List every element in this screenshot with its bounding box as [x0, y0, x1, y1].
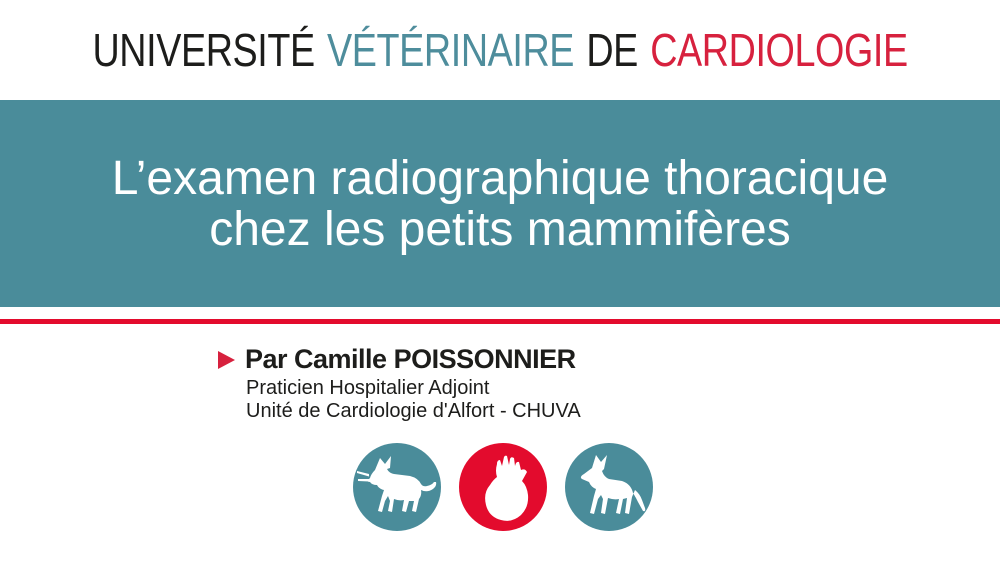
masthead-word-veterinaire: VÉTÉRINAIRE — [326, 24, 574, 76]
cat-icon — [353, 443, 441, 531]
heart-icon — [459, 443, 547, 531]
masthead-word-cardiologie: CARDIOLOGIE — [650, 24, 908, 76]
masthead-wordmark — [92, 23, 907, 77]
author-name: Par Camille POISSONNIER — [245, 344, 576, 374]
slide-title-line1: L’examen radiographique thoracique — [111, 151, 889, 205]
red-divider-rule — [0, 319, 1000, 324]
dog-icon — [565, 443, 653, 531]
masthead-word-universite: UNIVERSITÉ — [92, 24, 315, 76]
author-role: Praticien Hospitalier Adjoint — [246, 377, 490, 399]
title-banner — [0, 100, 1000, 307]
masthead-word-de: DE — [586, 24, 638, 76]
species-badges — [353, 443, 653, 531]
triangle-right-icon — [218, 351, 235, 369]
masthead — [0, 0, 1000, 100]
slide-title-line2: chez les petits mammifères — [209, 202, 791, 256]
author-unit: Unité de Cardiologie d'Alfort - CHUVA — [246, 400, 581, 422]
